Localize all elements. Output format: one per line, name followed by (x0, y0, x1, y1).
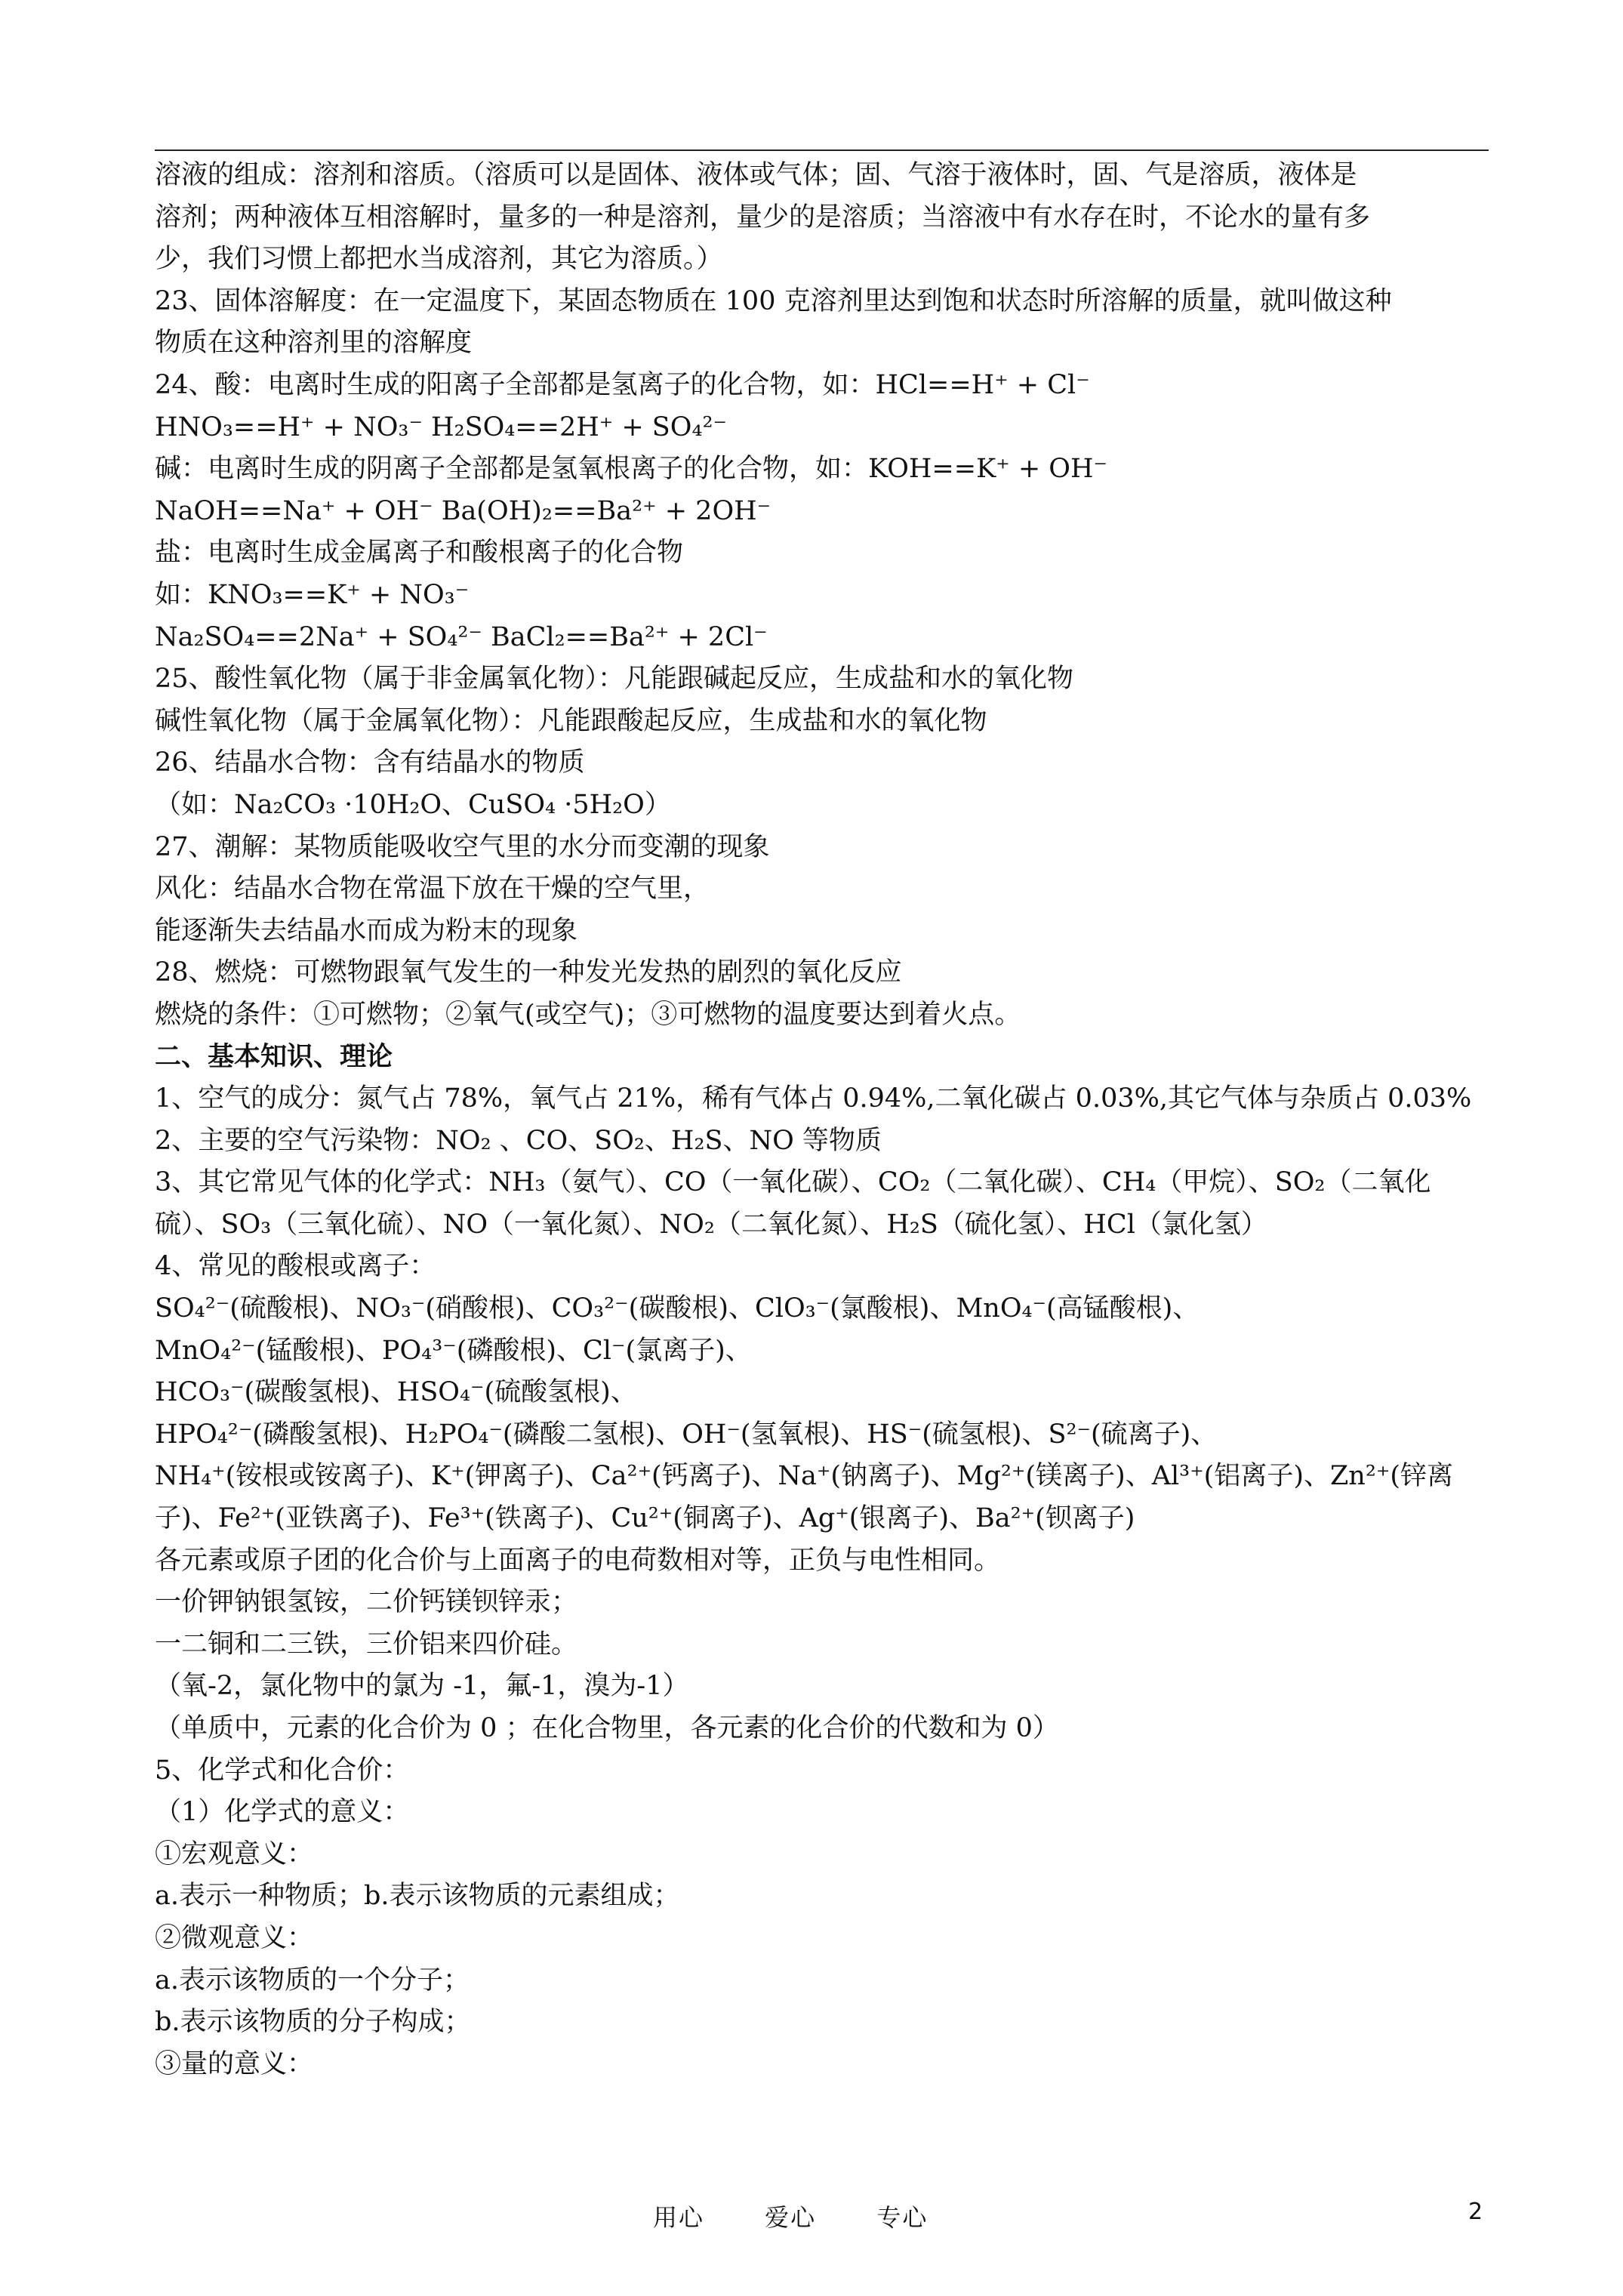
text-line: 溶剂；两种液体互相溶解时，量多的一种是溶剂，量少的是溶质；当溶液中有水存在时，不论水的量有多 (155, 202, 1371, 233)
text-line: 碱性氧化物（属于金属氧化物）：凡能跟酸起反应，生成盐和水的氧化物 (155, 705, 987, 736)
footer-motto: 用心 爱心 专心 (653, 2203, 929, 2232)
page-number: 2 (1468, 2199, 1483, 2225)
text-line: ①宏观意义： (155, 1838, 314, 1869)
text-line: HPO₄²⁻(磷酸氢根)、H₂PO₄⁻(磷酸二氢根)、OH⁻(氢氧根)、HS⁻(硫氢根)、S²⁻(硫离子)、 (155, 1419, 1218, 1450)
text-line: 1、空气的成分：氮气占 78%，氧气占 21%，稀有气体占 0.94%,二氧化碳占 0.03%,其它气体与杂质占 0.03% (155, 1083, 1472, 1114)
section-heading: 二、基本知识、理论 (155, 1041, 393, 1073)
text-line: ③量的意义： (155, 2048, 314, 2079)
text-line: a.表示该物质的一个分子； (155, 1965, 470, 1996)
text-line: a.表示一种物质；b.表示该物质的元素组成； (155, 1881, 680, 1912)
text-line: 28、燃烧：可燃物跟氧气发生的一种发光发热的剧烈的氧化反应 (155, 957, 902, 988)
page-body (155, 155, 1489, 2085)
text-line: 物质在这种溶剂里的溶解度 (155, 328, 473, 359)
text-line: 23、固体溶解度：在一定温度下，某固态物质在 100 克溶剂里达到饱和状态时所溶解的质量，就叫做这种 (155, 285, 1392, 316)
text-line: 能逐渐失去结晶水而成为粉末的现象 (155, 915, 578, 946)
text-line: 24、酸：电离时生成的阳离子全部都是氢离子的化合物，如：HCl==H⁺ + Cl⁻ (155, 369, 1090, 400)
text-line: 硫）、SO₃（三氧化硫）、NO（一氧化氮）、NO₂（二氧化氮）、H₂S（硫化氢）、HCl（氯化氢） (155, 1209, 1267, 1240)
text-line: MnO₄²⁻(锰酸根)、PO₄³⁻(磷酸根)、Cl⁻(氯离子)、 (155, 1335, 752, 1366)
text-line: （单质中，元素的化合价为 0 ；在化合物里，各元素的化合价的代数和为 0） (155, 1712, 1059, 1743)
text-line: 盐：电离时生成金属离子和酸根离子的化合物 (155, 538, 684, 569)
text-line: Na₂SO₄==2Na⁺ + SO₄²⁻ BaCl₂==Ba²⁺ + 2Cl⁻ (155, 621, 768, 652)
text-line: HCO₃⁻(碳酸氢根)、HSO₄⁻(硫酸氢根)、 (155, 1377, 637, 1408)
text-line: 3、其它常见气体的化学式：NH₃（氨气）、CO（一氧化碳）、CO₂（二氧化碳）、CH₄（甲烷）、SO₂（二氧化 (155, 1167, 1431, 1198)
text-line: 少，我们习惯上都把水当成溶剂，其它为溶质。） (155, 244, 723, 275)
text-line: 5、化学式和化合价： (155, 1755, 410, 1786)
text-line: 25、酸性氧化物（属于非金属氧化物）：凡能跟碱起反应，生成盐和水的氧化物 (155, 664, 1074, 695)
text-line: （氧-2，氯化物中的氯为 -1，氟-1，溴为-1） (155, 1671, 689, 1702)
page-footer (0, 2199, 1623, 2232)
text-line: 26、结晶水合物：含有结晶水的物质 (155, 747, 585, 778)
text-line: 一价钾钠银氢铵，二价钙镁钡锌汞； (155, 1587, 578, 1618)
text-line: （1）化学式的意义： (155, 1797, 410, 1828)
text-line: 燃烧的条件：①可燃物；②氧气(或空气)；③可燃物的温度要达到着火点。 (155, 999, 1021, 1030)
text-line: 一二铜和二三铁，三价铝来四价硅。 (155, 1629, 578, 1660)
header-rule (155, 149, 1489, 151)
text-line: 27、潮解：某物质能吸收空气里的水分而变潮的现象 (155, 831, 770, 862)
text-line: 如：KNO₃==K⁺ + NO₃⁻ (155, 579, 470, 610)
text-line: b.表示该物质的分子构成； (155, 2007, 471, 2038)
text-line: 碱：电离时生成的阴离子全部都是氢氧根离子的化合物，如：KOH==K⁺ + OH⁻ (155, 454, 1107, 485)
text-line: （如：Na₂CO₃ ·10H₂O、CuSO₄ ·5H₂O） (155, 789, 671, 820)
text-line: ②微观意义： (155, 1922, 314, 1953)
text-line: 风化：结晶水合物在常温下放在干燥的空气里， (155, 874, 710, 905)
text-line: HNO₃==H⁺ + NO₃⁻ H₂SO₄==2H⁺ + SO₄²⁻ (155, 411, 728, 442)
text-line: SO₄²⁻(硫酸根)、NO₃⁻(硝酸根)、CO₃²⁻(碳酸根)、ClO₃⁻(氯酸根)、MnO₄⁻(高锰酸根)、 (155, 1293, 1200, 1324)
text-line: 2、主要的空气污染物：NO₂ 、CO、SO₂、H₂S、NO 等物质 (155, 1125, 882, 1156)
text-line: 各元素或原子团的化合价与上面离子的电荷数相对等，正负与电性相同。 (155, 1545, 1001, 1576)
text-line: 子)、Fe²⁺(亚铁离子)、Fe³⁺(铁离子)、Cu²⁺(铜离子)、Ag⁺(银离子)、Ba²⁺(钡离子) (155, 1503, 1135, 1533)
text-line: NH₄⁺(铵根或铵离子)、K⁺(钾离子)、Ca²⁺(钙离子)、Na⁺(钠离子)、Mg²⁺(镁离子)、Al³⁺(铝离子)、Zn²⁺(锌离 (155, 1461, 1453, 1492)
text-line: 4、常见的酸根或离子： (155, 1251, 436, 1282)
text-line: NaOH==Na⁺ + OH⁻ Ba(OH)₂==Ba²⁺ + 2OH⁻ (155, 495, 771, 526)
text-line: 溶液的组成：溶剂和溶质。（溶质可以是固体、液体或气体；固、气溶于液体时，固、气是溶质，液体是 (155, 160, 1357, 190)
